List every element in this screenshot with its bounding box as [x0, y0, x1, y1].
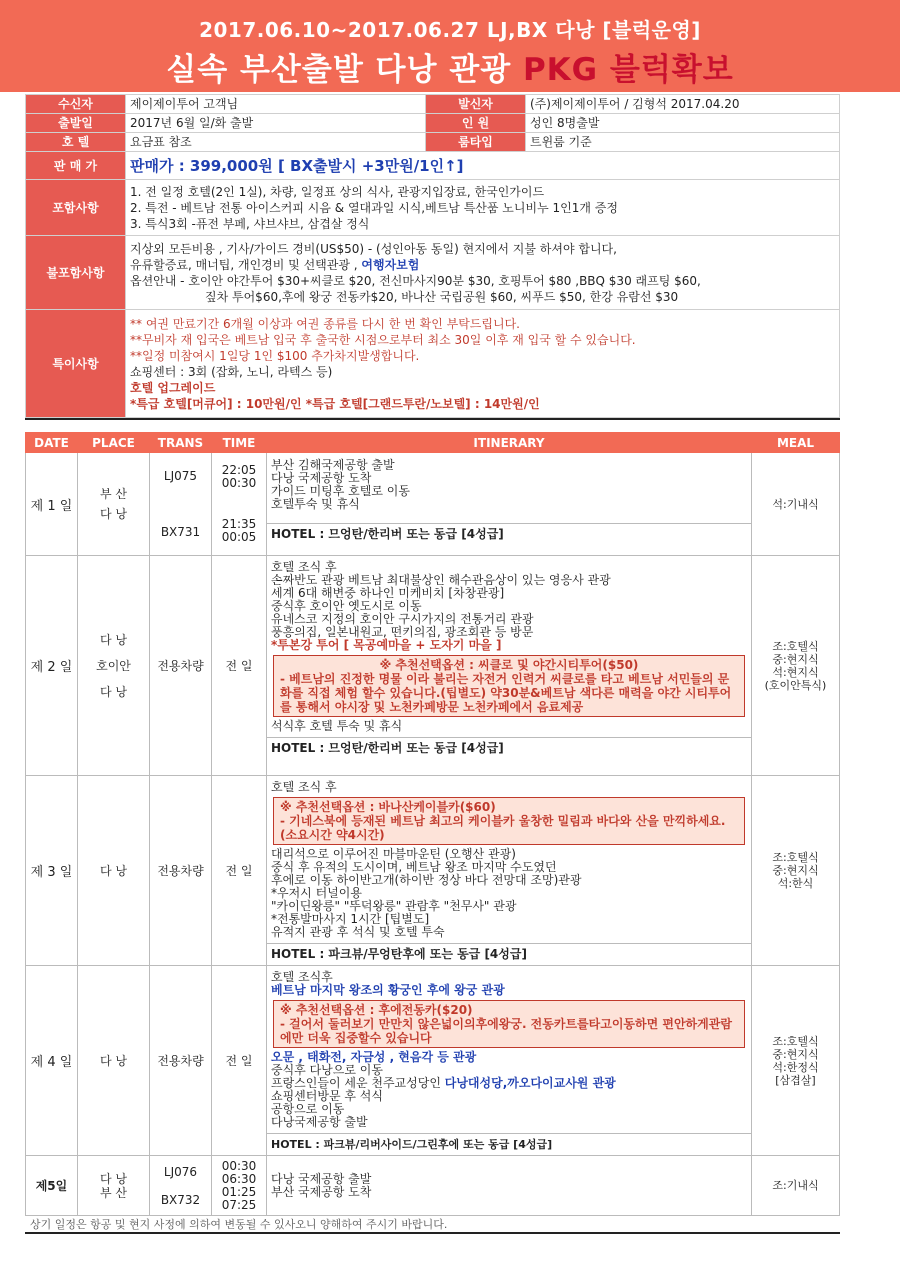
exclude-list [126, 236, 840, 310]
day-time: 전 일 [212, 966, 267, 1156]
day-itinerary [267, 1156, 752, 1216]
itinerary-item: *우저시 터널이용 [271, 886, 362, 900]
footer-divider [25, 1232, 840, 1234]
itinerary-item: 쇼핑센터방문 후 석식 [271, 1089, 383, 1103]
option-title: ※ 추천선택옵션 : 후에전동카($20) [280, 1003, 473, 1017]
exclude-line: 옵션안내 - 호이안 야간투어 $30+씨클로 $20, 전신마사지90분 $30, 호핑투어 $80 ,BBQ $30 래프팅 $60, [130, 273, 701, 288]
day-row-4 [26, 966, 840, 1156]
meal-item: 중:현지식 [772, 1047, 819, 1061]
day-place [78, 1156, 150, 1216]
itinerary-item: 부산 김해국제공항 출발 [271, 458, 395, 472]
meal-item: 석:현지식 [772, 665, 819, 679]
time-value: 07:25 [221, 1197, 257, 1212]
itinerary-item: 중식후 다낭으로 이동 [271, 1063, 383, 1077]
itinerary-item: 호텔 조식 후 [271, 780, 337, 794]
itinerary-item: 손짜반도 관광 베트남 최대불상인 해수관음상이 있는 영응사 관광 [271, 573, 611, 587]
itinerary-table [25, 432, 840, 1216]
place-name: 다 낭 [100, 632, 127, 647]
day-time [212, 1156, 267, 1216]
itinerary-item: 다낭 국제공항 출발 [271, 1171, 372, 1186]
special-note: ** 여권 만료기간 6개월 이상과 여권 종류를 다시 한 번 확인 부탁드립니다. [130, 316, 520, 331]
people-label: 인 원 [426, 114, 526, 133]
room-label: 룸타입 [426, 133, 526, 152]
itinerary-item: 석식후 호텔 투숙 및 휴식 [271, 719, 403, 733]
time-value: 06:30 [221, 1171, 257, 1186]
day-meal [752, 776, 840, 966]
include-label: 포함사항 [26, 180, 126, 236]
day-label: 제 3 일 [26, 776, 78, 966]
meal-item: 조:호텔식 [772, 1034, 819, 1048]
itinerary-highlight: 오문 , 태화전, 자금성 , 현음각 등 관광 [271, 1050, 477, 1064]
day-trans [150, 1156, 212, 1216]
day-row-2 [26, 556, 840, 776]
banner-main-title [0, 44, 900, 89]
time-value: 00:30 [221, 1158, 257, 1173]
banner-period-title: 2017.06.10~2017.06.27 LJ,BX 다낭 [블럭운영] [199, 18, 701, 42]
itinerary-item: 호텔투숙 및 휴식 [271, 497, 360, 511]
meal-item: 중:현지식 [772, 864, 819, 877]
price-label: 판 매 가 [26, 152, 126, 180]
day-meal [752, 556, 840, 776]
itinerary-item: 부산 국제공항 도착 [271, 1184, 372, 1199]
people-value: 성인 8명출발 [526, 114, 840, 133]
col-trans: TRANS [150, 433, 212, 453]
room-value: 트윈룸 기준 [526, 133, 840, 152]
day-place: 다 낭 [78, 776, 150, 966]
day-meal: 석:기내식 [752, 453, 840, 556]
option-box [273, 655, 745, 717]
option-box [273, 1000, 745, 1048]
special-note: **무비자 재 입국은 베트남 입국 후 출국한 시점으로부터 최소 30일 이후 재 입국 할 수 있습니다. [130, 332, 636, 347]
place-name: 다 낭 [100, 507, 127, 521]
sender-value: (주)제이제이투어 / 김형석 2017.04.20 [526, 95, 840, 114]
place-name: 호이안 [96, 658, 131, 673]
day-itinerary [267, 966, 752, 1156]
title-banner [0, 0, 900, 92]
meal-item: 석:한정식 [772, 1060, 819, 1074]
day-trans: 전용차량 [150, 776, 212, 966]
day-itinerary [267, 776, 752, 966]
depart-value: 2017년 6월 일/화 출발 [126, 114, 426, 133]
flight-number: BX732 [160, 1192, 201, 1207]
banner-highlight-text: PKG 블럭확보 [522, 52, 734, 88]
day-place [78, 556, 150, 776]
col-itinerary: ITINERARY [267, 433, 752, 453]
option-body: - 베트남의 진정한 명물 이라 불리는 자전거 인력거 씨클로를 타고 베트남 서민들의 문화를 직접 체험 할수 있습니다.(팁별도) 약30분&베트남 색다른 매력을 야간 시티투어를 통해서 야시장 및 노천카페방문 노천카페에서 음료제공 [280, 672, 732, 714]
day-row-3 [26, 776, 840, 966]
time-value: 22:05 [221, 463, 257, 477]
col-date: DATE [26, 433, 78, 453]
day-itinerary [267, 556, 752, 776]
day-label: 제 1 일 [26, 453, 78, 556]
day-time [212, 453, 267, 556]
option-box [273, 797, 745, 845]
day-row-5 [26, 1156, 840, 1216]
shopping-note: 쇼핑센터 : 3회 (잡화, 노니, 라텍스 등) [130, 364, 333, 379]
hotel-line: HOTEL : 므엉탄/한리버 또는 동급 [4성급] [267, 737, 751, 757]
time-value: 00:30 [221, 476, 257, 490]
day-trans: 전용차량 [150, 966, 212, 1156]
day-trans [150, 453, 212, 556]
flight-number: LJ076 [163, 1164, 198, 1179]
day-label: 제5일 [26, 1156, 78, 1216]
include-item: 1. 전 일정 호텔(2인 1실), 차량, 일정표 상의 식사, 관광지입장료, 한국인가이드 [130, 184, 545, 199]
exclude-line [130, 257, 835, 273]
include-item: 3. 특식3회 -퓨전 부페, 샤브샤브, 삼겹살 정식 [130, 216, 370, 231]
receiver-value: 제이제이투어 고객님 [126, 95, 426, 114]
day-time: 전 일 [212, 556, 267, 776]
banner-main-text: 실속 부산출발 다낭 관광 [166, 52, 512, 88]
hotel-line: HOTEL : 파크뷰/무엉탄후에 또는 동급 [4성급] [267, 943, 751, 963]
day-row-1 [26, 453, 840, 556]
option-title: ※ 추천선택옵션 : 바나산케이블카($60) [280, 800, 496, 814]
place-name: 부 산 [100, 487, 127, 501]
day-trans: 전용차량 [150, 556, 212, 776]
travel-insurance-text: 여행자보험 [361, 257, 420, 272]
upgrade-title: 호텔 업그레이드 [130, 380, 216, 395]
exclude-label: 불포함사항 [26, 236, 126, 310]
itinerary-item: 후에로 이동 하이반고개(하이반 정상 바다 전망대 조망)관광 [271, 873, 582, 887]
sender-label: 발신자 [426, 95, 526, 114]
info-table [25, 94, 840, 418]
day-label: 제 2 일 [26, 556, 78, 776]
day-place [78, 453, 150, 556]
exclude-line: 지상외 모든비용 , 기사/가이드 경비(US$50) - (성인아동 동일) 현지에서 지불 하셔야 합니다, [130, 241, 617, 256]
itinerary-item: *전통발마사지 1시간 [팁별도] [271, 912, 430, 926]
special-label: 특이사항 [26, 310, 126, 418]
day-meal [752, 966, 840, 1156]
hotel-label: 호 텔 [26, 133, 126, 152]
day-label: 제 4 일 [26, 966, 78, 1156]
itinerary-item: 유네스코 지정의 호이안 구시가지의 전통거리 관광 [271, 612, 534, 626]
place-name: 다 낭 [100, 1171, 127, 1186]
place-name: 부 산 [100, 1185, 127, 1200]
itinerary-item: 대리석으로 이루어진 마블마운틴 (오행산 관광) [271, 847, 516, 861]
hotel-line: HOTEL : 므엉탄/한리버 또는 동급 [4성급] [267, 523, 751, 543]
exclude-line: 짚차 투어$60,후에 왕궁 전동카$20, 바나산 국립공원 $60, 씨푸드 $50, 한강 유람선 $30 [205, 289, 679, 304]
depart-label: 출발일 [26, 114, 126, 133]
day-time: 전 일 [212, 776, 267, 966]
include-list [126, 180, 840, 236]
itinerary-item: 중식 후 유적의 도시이며, 베트남 왕조 마지막 수도였던 [271, 860, 557, 874]
upgrade-detail: *특급 호텔[머큐어] : 10만원/인 *특급 호텔[그랜드투란/노보텔] : 14만원/인 [130, 396, 540, 411]
price-value: 판매가 : 399,000원 [ BX출발시 +3만원/1인↑] [126, 152, 840, 180]
col-meal: MEAL [752, 433, 840, 453]
place-name: 다 낭 [100, 684, 127, 699]
itinerary-highlight: 베트남 마지막 왕조의 황궁인 후에 왕궁 관광 [271, 983, 505, 997]
meal-item: [삼겹살] [775, 1073, 816, 1087]
itinerary-highlight: *투본강 투어 [ 목공예마을 + 도자기 마을 ] [271, 638, 502, 652]
time-value: 00:05 [221, 530, 257, 544]
day-itinerary [267, 453, 752, 556]
itinerary-item: 공항으로 이동 [271, 1102, 345, 1116]
meal-item: (호이안특식) [764, 678, 827, 692]
meal-item: 석:한식 [777, 877, 814, 890]
col-place: PLACE [78, 433, 150, 453]
footer-note: 상기 일정은 항공 및 현지 사정에 의하여 변동될 수 있사오니 양해하여 주시기 바랍니다. [30, 1218, 448, 1231]
option-body: - 기네스북에 등재된 베트남 최고의 케이블카 울창한 밀림과 바다와 산을 만끽하세요. (소요시간 약4시간) [280, 814, 726, 842]
time-value: 01:25 [221, 1184, 257, 1199]
itinerary-item: 유적지 관광 후 석식 및 호텔 투숙 [271, 925, 445, 939]
flight-number: BX731 [160, 525, 201, 539]
option-body: - 걸어서 둘러보기 만만치 않은넓이의후에왕궁. 전동카트를타고이동하면 편안하게관람에만 더욱 집중할수 있습니다 [280, 1017, 732, 1045]
itinerary-item: 다낭국제공항 출발 [271, 1115, 368, 1129]
hotel-line: HOTEL : 파크뷰/리버사이드/그린후에 또는 동급 [4성급] [267, 1133, 751, 1153]
itinerary-item: 중식후 호이안 옛도시로 이동 [271, 599, 422, 613]
itinerary-highlight-text: 다낭대성당,까오다이교사원 관광 [444, 1076, 616, 1090]
meal-item: 중:현지식 [772, 652, 819, 666]
info-section [25, 94, 840, 420]
col-time: TIME [212, 433, 267, 453]
itinerary-item: 가이드 미팅후 호텔로 이동 [271, 484, 410, 498]
exclude-text: 유류할증료, 매너팁, 개인경비 및 선택관광 , [130, 257, 362, 272]
time-value: 21:35 [221, 517, 257, 531]
meal-item: 조:호텔식 [772, 639, 819, 653]
itinerary-text: 프랑스인들이 세운 천주교성당인 [271, 1076, 445, 1090]
receiver-label: 수신자 [26, 95, 126, 114]
itinerary-item: 풍흥의집, 일본내원교, 떤키의집, 광조회관 등 방문 [271, 625, 534, 639]
meal-item: 조:호텔식 [772, 851, 819, 864]
itinerary-item: 호텔 조식 후 [271, 560, 337, 574]
include-item: 2. 특전 - 베트남 전통 아이스커피 시음 & 열대과일 시식,베트남 특산품 노니비누 1인1개 증정 [130, 200, 618, 215]
flight-number: LJ075 [163, 469, 198, 483]
option-title: ※ 추천선택옵션 : 씨클로 및 야간시티투어($50) [379, 658, 639, 672]
itinerary-item: 다낭 국제공항 도착 [271, 471, 372, 485]
hotel-value: 요금표 참조 [126, 133, 426, 152]
itinerary-item: 호텔 조식후 [271, 970, 333, 984]
day-place: 다 낭 [78, 966, 150, 1156]
itinerary-item: 세계 6대 해변중 하나인 미케비치 [차창관광] [271, 586, 505, 600]
itinerary-item: "카이딘왕릉" "뚜덕왕릉" 관람후 "천무사" 관광 [271, 899, 517, 913]
special-note: **일정 미참여시 1일당 1인 $100 추가차지발생합니다. [130, 348, 420, 363]
day-meal: 조:기내식 [752, 1156, 840, 1216]
special-list [126, 310, 840, 418]
